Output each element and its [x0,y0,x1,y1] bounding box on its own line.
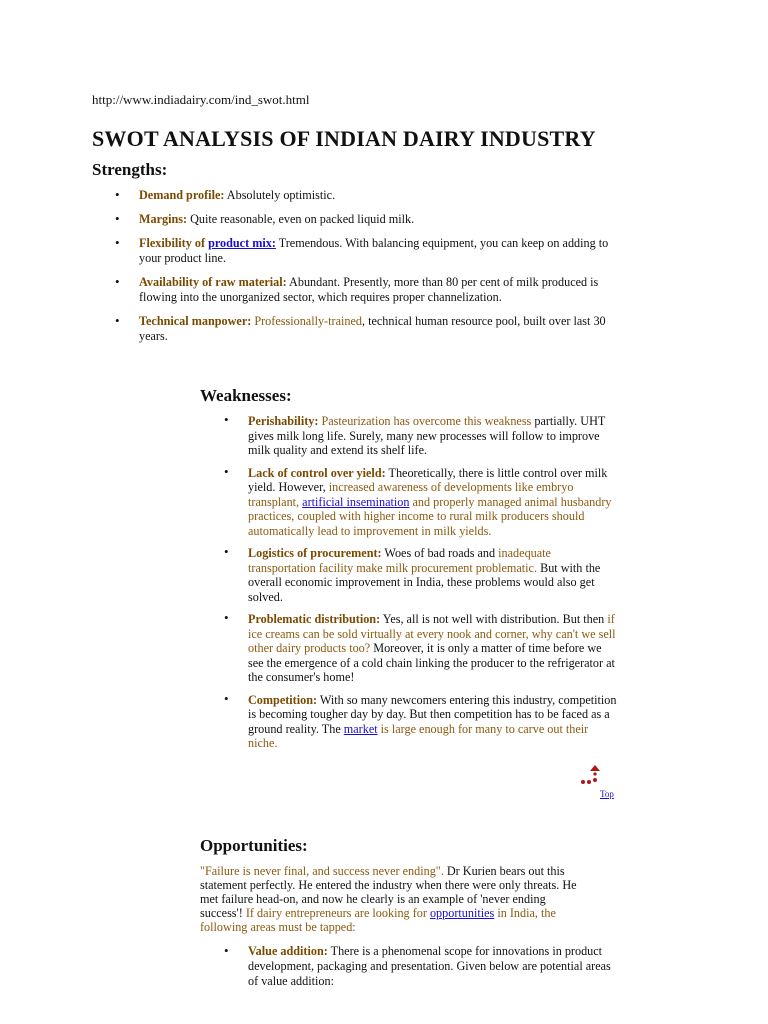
intro-highlight: in India, the following areas must be tapped: [200,906,556,934]
opportunities-heading: Opportunities: [200,836,308,855]
item-text: Abundant. Presently, more than 80 per cent of milk produced is flowing into the unorganized sector, which requires proper channelization. [139,275,599,304]
item-highlight: is large enough for many to carve out their niche. [248,721,589,750]
item-text: Woes of bad roads and [381,546,496,560]
top-link[interactable]: Top [600,789,614,799]
item-text: Quite reasonable, even on packed liquid milk. [187,212,415,226]
product-mix-link[interactable]: product mix: [208,236,276,250]
item-label: Lack of control over yield: [248,465,386,480]
weaknesses-list [248,414,618,759]
item-text: There is a phenomenal scope for innovations in product development, packaging and presentation. Given below are potential areas of value addition: [248,944,611,988]
opportunities-intro [200,864,585,934]
item-highlight: Professionally-trained [251,314,362,328]
list-item [139,236,619,266]
item-text: Absolutely optimistic. [224,188,336,202]
list-item [139,275,619,305]
page-title: SWOT ANALYSIS OF INDIAN DAIRY INDUSTRY [92,126,596,151]
list-item [139,212,619,227]
opportunities-list [248,944,618,998]
strengths-heading: Strengths: [92,160,168,179]
item-label: Flexibility of [139,236,209,250]
item-label: Demand profile: [139,188,225,202]
opportunities-link[interactable]: opportunities [429,906,495,920]
strengths-list [139,188,619,353]
kurien-quote: "Failure is never final, and success never ending". [200,864,444,878]
item-highlight: increased awareness of developments like embryo transplant, [248,480,574,509]
item-text: Yes, all is not well with distribution. But then [380,612,605,626]
item-highlight: and properly managed animal husbandry practices, coupled with higher income to rural milk producers should automatically lead to improvement in milk yields. [248,494,612,538]
item-text: Moreover, it is only a matter of time before we see the emergence of a cold chain linking the producer to the refrigerator at the consumer's home! [248,641,615,684]
list-item [248,612,618,685]
list-item [248,546,618,604]
item-highlight: inadequate transportation facility make milk procurement problematic. [248,546,551,575]
item-text: Tremendous. With balancing equipment, you can keep on adding to your product line. [139,236,609,265]
artificial-insemination-link[interactable]: artificial insemination [302,494,410,509]
item-text: Theoretically, there is little control over milk yield. However, [248,465,608,494]
item-label: Perishability: [248,414,319,428]
weaknesses-heading: Weaknesses: [200,386,292,405]
item-label: Competition: [248,692,318,707]
list-item [248,414,618,458]
item-label: Margins: [139,212,188,226]
market-link[interactable]: market [343,721,378,736]
intro-text: Dr Kurien bears out this statement perfectly. He entered the industry when there were only threats. He met failure head-on, and now he clearly is an example of 'never ending success'! [200,864,577,920]
list-item [139,314,619,344]
list-item [248,693,618,751]
item-text: , technical human resource pool, built over last 30 years. [139,314,606,343]
item-label: Technical manpower: [139,314,252,328]
item-text: partially. UHT gives milk long life. Surely, many new processes will follow to improve milk quality and extend its shelf life. [248,414,606,457]
item-text: But with the overall economic improvement in India, these problems would also get solved. [248,560,601,604]
item-label: Problematic distribution: [248,612,381,626]
source-url: http://www.indiadairy.com/ind_swot.html [92,92,310,107]
top-arrow-icon[interactable] [579,764,603,788]
intro-highlight: If dairy entrepreneurs are looking for [242,906,430,920]
item-label: Value addition: [248,944,328,958]
item-highlight: Pasteurization has overcome this weakness [318,414,532,428]
list-item [248,466,618,539]
list-item [139,188,619,203]
item-label: Logistics of procurement: [248,546,382,560]
item-highlight: if ice creams can be sold virtually at every nook and corner, why can't we sell other dairy products too? [248,612,616,655]
item-label: Availability of raw material: [139,275,287,289]
list-item [248,944,618,989]
item-text: With so many newcomers entering this industry, competition is becoming tougher day by day. But then competition has to be faced as a ground reality. The [248,692,617,736]
